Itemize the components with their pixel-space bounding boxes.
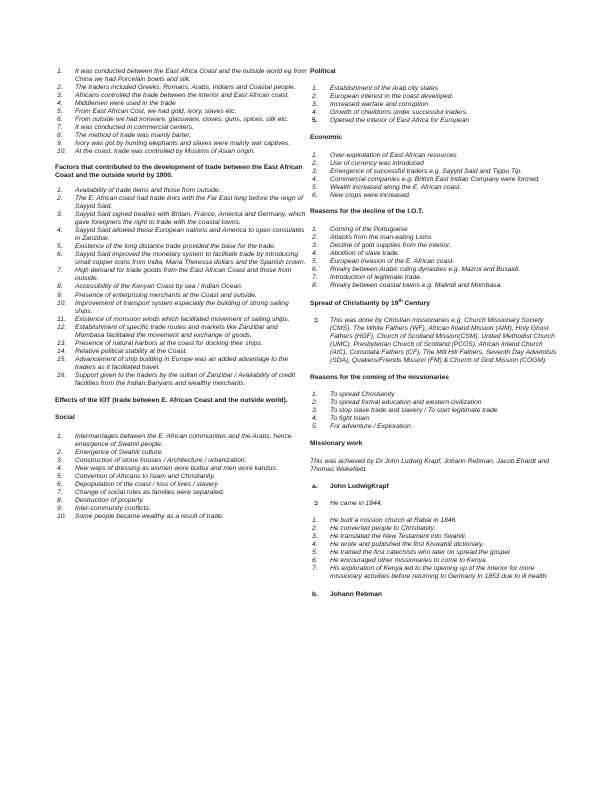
list-item-text: To fight Islam xyxy=(330,415,370,423)
list-item xyxy=(310,525,562,533)
krapf-subheading xyxy=(310,483,562,491)
list-item-number: 2. xyxy=(57,448,63,456)
list-item-text: Improvement of transport system especially the building of strong sailing ships. xyxy=(75,299,289,315)
list-item-number: 3. xyxy=(57,92,63,100)
missionary-reasons-list xyxy=(310,391,562,431)
list-item-text: He translated the New Testament into Swahili. xyxy=(330,533,467,541)
list-item-number: 6. xyxy=(312,557,318,565)
krapf-arrival-text: He came in 1844. xyxy=(330,499,383,507)
list-item xyxy=(55,473,307,481)
list-item-text: Commercial companies e.g. British East Indian Company were formed. xyxy=(330,175,540,183)
list-item-number: 9. xyxy=(57,504,63,512)
list-item-text: Relative political stability at the Coast. xyxy=(75,347,188,355)
spread-description xyxy=(310,317,562,365)
list-item-text: Middlemen were used in the trade xyxy=(75,100,176,108)
list-item-text: He built a mission church at Rabai in 1846. xyxy=(330,516,458,524)
list-item-text: High demand for trade goods from the East African Coast and those from outside. xyxy=(75,267,292,283)
list-item-text: Increased warfare and corruption xyxy=(330,101,429,109)
list-item-number: 1. xyxy=(57,68,63,75)
list-item-text: Intermarriages between the E. African communities and the Arabs, hence emergence of Swahili people. xyxy=(75,432,292,448)
list-item xyxy=(310,533,562,541)
list-item xyxy=(55,124,307,132)
krapf-name: John LudwigKrapf xyxy=(330,482,389,490)
list-item-text: Establishment of specific trade routes and markets like Zanzibar and Mombasa facilitated the movement and exchange of goods. xyxy=(75,323,278,339)
list-item-number: 8. xyxy=(312,282,318,290)
list-item-number: 10. xyxy=(57,299,67,307)
list-item xyxy=(55,116,307,124)
trade-characteristics-list xyxy=(55,68,307,157)
list-item-text: From East African Cost, we had gold, ivory, slaves etc. xyxy=(75,108,237,116)
list-item-text: Support given to the traders by the sultan of Zanzibar / Availability of credit facilities from the Indian Banyans and wealthy merchants. xyxy=(75,372,296,388)
list-item xyxy=(310,85,562,93)
list-item-number: 4. xyxy=(312,175,318,183)
list-item-text: Accessibility of the Kenyan Coast by sea / Indian Ocean. xyxy=(75,283,243,291)
list-item-number: 15. xyxy=(57,355,67,363)
list-item-number: 13. xyxy=(57,339,67,347)
list-item xyxy=(310,93,562,101)
list-item-number: 2. xyxy=(57,84,63,92)
list-item-text: Construction of stone houses / Architecture / urbanization. xyxy=(75,456,247,464)
list-item-number: 5. xyxy=(312,183,318,191)
list-item-number: 3. xyxy=(312,533,318,541)
list-item-number: 7. xyxy=(57,488,63,496)
list-item-text: Introduction of legitimate trade. xyxy=(330,274,422,282)
list-item xyxy=(310,423,562,431)
list-item-number: 6. xyxy=(57,116,63,124)
list-item-text: New ways of dressing as women wore buibui and men wore kanzus. xyxy=(75,464,278,472)
list-item-text: Change of social roles as families were separated. xyxy=(75,488,225,496)
list-item-number: 3. xyxy=(312,242,318,250)
list-item-number: 2. xyxy=(312,234,318,242)
list-item-text: He converted people to Christianity. xyxy=(330,525,436,533)
list-item-text: Presence of natural harbors at the coast for docking their ships. xyxy=(75,339,263,347)
spread-heading xyxy=(310,297,562,308)
list-item xyxy=(55,300,307,316)
list-item-number: 8. xyxy=(57,496,63,504)
list-item xyxy=(55,316,307,324)
list-item xyxy=(310,266,562,274)
list-item-number: 1. xyxy=(312,516,318,524)
list-item xyxy=(310,101,562,109)
list-item-text: Some people became wealthy as a result of trade. xyxy=(75,512,224,520)
list-item xyxy=(310,274,562,282)
list-item-text: Sayyid Said signed treaties with Britain, France, America and Germany, which gave foreigners the right to trade with the coastal towns. xyxy=(75,211,306,227)
list-item xyxy=(310,192,562,200)
krapf-arrival xyxy=(310,500,562,508)
list-item-number: 5. xyxy=(312,258,318,266)
economic-effects-list xyxy=(310,152,562,200)
spread-heading-sup: th xyxy=(398,297,403,303)
list-item-number: 1. xyxy=(312,391,318,399)
spread-heading-main: Spread of Christianity by 19 xyxy=(310,299,399,307)
list-item xyxy=(55,340,307,348)
list-item-number: 4. xyxy=(57,100,63,108)
list-item-number: 4. xyxy=(57,227,63,235)
list-item-number: 2. xyxy=(57,194,63,202)
list-item-text: Emergence of successful traders e.g. Sayyid Said and Tippu Tip. xyxy=(330,167,523,175)
economic-heading: Economic xyxy=(310,134,342,142)
list-item xyxy=(55,68,307,84)
list-item xyxy=(310,250,562,258)
reasons-heading: Reasons for the coming of the missionaries xyxy=(310,373,449,381)
effects-heading: Effects of the IOT (trade between E. African Coast and the outside world). xyxy=(55,397,288,405)
list-item xyxy=(55,489,307,497)
list-item-number: 3. xyxy=(57,211,63,219)
list-item xyxy=(55,497,307,505)
decline-reasons-list xyxy=(310,226,562,290)
list-item xyxy=(55,92,307,100)
list-item-number: 1. xyxy=(312,226,318,234)
list-item-number: 11. xyxy=(57,315,66,323)
list-item-text: Over-exploitation of East African resources xyxy=(330,151,457,159)
list-item xyxy=(310,242,562,250)
list-item-text: European invasion of the E. African coast. xyxy=(330,258,455,266)
list-item-number: 4. xyxy=(312,415,318,423)
list-item-text: The E. African coast had trade links with the Far East long before the reign of Sayyid Said. xyxy=(75,194,303,211)
list-item-number: 10. xyxy=(57,148,67,156)
factors-heading: Factors that contributed to the development of trade between the East African Coast and the outside world by 1900. xyxy=(55,163,303,179)
list-item xyxy=(310,282,562,290)
list-item-number: 9. xyxy=(57,291,63,299)
list-item-number: 6. xyxy=(57,480,63,488)
list-item-number: 5. xyxy=(312,117,318,125)
list-item-number: 2. xyxy=(312,159,318,167)
list-item xyxy=(55,356,307,372)
list-item xyxy=(310,541,562,549)
list-item-number: 1. xyxy=(57,186,63,194)
rebman-subheading xyxy=(310,591,562,599)
factors-list xyxy=(55,187,307,388)
list-item xyxy=(310,549,562,557)
list-item-text: He encouraged other missionaries to come to Kenya. xyxy=(330,557,488,565)
list-item-number: 7. xyxy=(312,274,318,282)
list-item-text: From outside we had ironware, glassware, cloves, guns, spices, silk etc. xyxy=(75,116,289,124)
list-item-number: 9. xyxy=(57,140,63,148)
list-item-number: 8. xyxy=(57,283,63,291)
list-item xyxy=(55,211,307,227)
list-item-number: 3. xyxy=(312,167,318,175)
list-item xyxy=(310,234,562,242)
list-item xyxy=(55,132,307,140)
list-item xyxy=(55,267,307,283)
list-item xyxy=(55,84,307,92)
list-item-number: 2. xyxy=(312,399,318,407)
list-item-text: Depopulation of the coast / loss of lives / slavery xyxy=(75,480,218,488)
right-column xyxy=(310,68,562,600)
spread-heading-tail: Century xyxy=(402,299,430,307)
list-item xyxy=(55,348,307,356)
list-item xyxy=(55,433,307,449)
list-item-number: 4. xyxy=(312,541,318,549)
list-item-number: 6. xyxy=(312,191,318,199)
list-item-text: Rivalry between Arabic ruling dynasties e.g. Mazrui and Busaidi. xyxy=(330,266,521,274)
list-item-number: 4. xyxy=(312,109,318,117)
list-item-number: 8. xyxy=(57,132,63,140)
list-item-text: Wealth increased along the E. African coast. xyxy=(330,183,462,191)
list-item-text: Attacks from the man-eating Lions xyxy=(330,234,432,242)
list-item-text: Availability of trade items and those from outside. xyxy=(75,186,221,194)
list-item-number: 2. xyxy=(312,525,318,533)
list-item-text: To spread formal education and western civilization xyxy=(330,399,482,407)
list-item xyxy=(55,108,307,116)
list-item-number: 5. xyxy=(312,549,318,557)
list-item-text: Coming of the Portuguese xyxy=(330,226,408,234)
list-item-text: At the coast, trade was controlled by Muslims of Asian origin. xyxy=(75,148,256,156)
list-item xyxy=(55,481,307,489)
list-item-number: 5. xyxy=(57,472,63,480)
list-item xyxy=(55,292,307,300)
list-item xyxy=(310,407,562,415)
list-item xyxy=(310,517,562,525)
missionary-work-text: This was achieved by Dr John Ludwig Krapf, Johann Rebman, Jacob Ehardt and Thomas Wekefield. xyxy=(310,457,550,473)
political-heading: Political xyxy=(310,68,336,75)
arrow-bullet-icon: ➲ xyxy=(313,316,319,324)
left-column xyxy=(55,68,307,521)
list-item-text: Use of currency was introduced xyxy=(330,159,424,167)
list-item xyxy=(55,243,307,251)
list-item xyxy=(55,449,307,457)
list-item-text: European interest in the coast developed. xyxy=(330,93,454,101)
list-item-number: 7. xyxy=(57,267,63,275)
list-item-text: The method of trade was mainly barter. xyxy=(75,132,192,140)
arrow-bullet-icon: ➲ xyxy=(313,499,319,507)
list-item-text: To spread Christianity xyxy=(330,391,395,399)
list-item-text: His exploration of Kenya led to the opening up of the interior for more missionary activities before returning to Germany In 1853 due to ill health. xyxy=(330,565,549,581)
list-item-text: Presence of enterprising merchants at the Coast and outside. xyxy=(75,291,257,299)
list-item-text: It was conducted in commercial centers. xyxy=(75,124,194,132)
list-item xyxy=(55,324,307,340)
list-item-number: 3. xyxy=(57,456,63,464)
spread-description-text: This was done by Christian missionaries e.g. Church Missionary Society (CMS). The White Fathers (WF), African Inland Mission (AIM), Holy Ghost Fathers (HGF), Church of Scotland Mission(CSM), United Methodist Church (UMC), Presbyterian Church of Scotland (PCOS), African Inland Church (AIC), Consolata Fathers (CF), The Mill Hill Fathers, Seventh Day Adventists (SDA), Quakers/Friends Mission (FM) & Church of God Mission (COGM). xyxy=(330,316,557,364)
list-item xyxy=(310,565,562,581)
list-item-number: 1. xyxy=(57,432,63,440)
social-heading: Social xyxy=(55,414,75,422)
list-item-text: Existence of monsoon winds which facilitated movement of sailing ships. xyxy=(75,315,290,323)
rebman-label: b. xyxy=(312,591,318,599)
list-item-text: It was conducted between the East Africa Coast and the outside world eg from China we had Porcelain bowls and silk. xyxy=(75,68,307,84)
list-item-number: 6. xyxy=(312,266,318,274)
list-item xyxy=(310,184,562,192)
list-item-text: For adventure / Exploration. xyxy=(330,423,413,431)
list-item-text: Advancement of ship building in Europe was an added advantage to the traders as it facilitated travel. xyxy=(75,355,289,371)
list-item-text: Growth of chiefdoms under successful traders. xyxy=(330,109,468,117)
list-item-text: Africans controlled the trade between the interior and East African coast. xyxy=(75,92,290,100)
list-item xyxy=(310,399,562,407)
political-effects-list xyxy=(310,85,562,125)
list-item-text: Opened the interior of East Africa for European xyxy=(330,117,470,125)
list-item-number: 16. xyxy=(57,372,67,379)
missionary-work-heading: Missionary work xyxy=(310,440,363,448)
list-item-number: 2. xyxy=(312,93,318,101)
list-item-number: 5. xyxy=(57,243,63,251)
list-item-text: Destruction of property. xyxy=(75,496,145,504)
list-item xyxy=(55,251,307,267)
list-item-number: 4. xyxy=(312,250,318,258)
list-item-text: To stop slave trade and slavery / To start legitimate trade xyxy=(330,407,498,415)
rebman-name: Johann Rebman xyxy=(330,591,383,599)
list-item xyxy=(310,226,562,234)
list-item-text: Inter-community conflicts. xyxy=(75,504,151,512)
list-item-number: 4. xyxy=(57,464,63,472)
list-item-text: Sayyid Said improved the monetary system to facilitate trade by introducing small copper coins from India, Maria Theressa dollars and the Spanish crown. xyxy=(75,251,306,267)
list-item-text: Emergence of Swahili culture. xyxy=(75,448,164,456)
krapf-label: a. xyxy=(312,482,318,490)
list-item xyxy=(55,187,307,195)
list-item xyxy=(310,160,562,168)
list-item xyxy=(310,415,562,423)
list-item-text: He wrote and published the first Kiswahili dictionary. xyxy=(330,541,484,549)
list-item-text: Abolition of slave trade. xyxy=(330,250,400,258)
list-item xyxy=(55,195,307,211)
list-item-text: New crops were increased. xyxy=(330,191,411,199)
list-item-number: 1. xyxy=(312,151,318,159)
list-item xyxy=(55,227,307,243)
list-item xyxy=(55,140,307,148)
list-item-text: Convertion of Africans to Islam and Christianity. xyxy=(75,472,216,480)
list-item xyxy=(310,557,562,565)
list-item-number: 7. xyxy=(57,124,63,132)
krapf-work-list xyxy=(310,517,562,581)
list-item-number: 10. xyxy=(57,512,67,520)
decline-heading: Reasons for the decline of the I.O.T. xyxy=(310,207,424,215)
list-item-number: 7. xyxy=(312,565,318,573)
list-item-text: Decline of gold supplies from the interior. xyxy=(330,242,451,250)
list-item-number: 6. xyxy=(57,251,63,259)
list-item xyxy=(55,513,307,521)
list-item xyxy=(55,457,307,465)
list-item xyxy=(55,283,307,291)
list-item-number: 14. xyxy=(57,347,67,355)
list-item xyxy=(310,176,562,184)
list-item-number: 3. xyxy=(312,101,318,109)
list-item xyxy=(310,168,562,176)
list-item-text: Sayyid Said allowed these European nations and America to open consulates in Zanzibar. xyxy=(75,227,305,243)
list-item-number: 1. xyxy=(312,85,318,93)
list-item xyxy=(310,391,562,399)
list-item xyxy=(55,148,307,156)
list-item-text: Ivory was got by hunting elephants and slaves were mainly war captives. xyxy=(75,140,291,148)
list-item-text: He trained the first catechists who later on spread the gospel. xyxy=(330,549,512,557)
list-item xyxy=(55,372,307,388)
list-item xyxy=(310,117,562,125)
list-item-text: Existence of the long distance trade provided the base for the trade. xyxy=(75,243,276,251)
list-item xyxy=(310,109,562,117)
list-item xyxy=(55,505,307,513)
list-item xyxy=(55,465,307,473)
list-item-number: 3. xyxy=(312,407,318,415)
list-item-number: 5. xyxy=(57,108,63,116)
list-item xyxy=(310,152,562,160)
list-item xyxy=(55,100,307,108)
list-item-text: Rivalry between coastal towns e.g. Malindi and Mombasa. xyxy=(330,282,503,290)
list-item-text: The traders included Greeks, Romans, Arabs, Indians and Coastal people. xyxy=(75,84,296,92)
list-item-number: 5. xyxy=(312,423,318,431)
list-item-text: Establishment of the Arab city states xyxy=(330,85,438,93)
list-item xyxy=(310,258,562,266)
social-effects-list xyxy=(55,433,307,522)
list-item-number: 12. xyxy=(57,323,67,331)
